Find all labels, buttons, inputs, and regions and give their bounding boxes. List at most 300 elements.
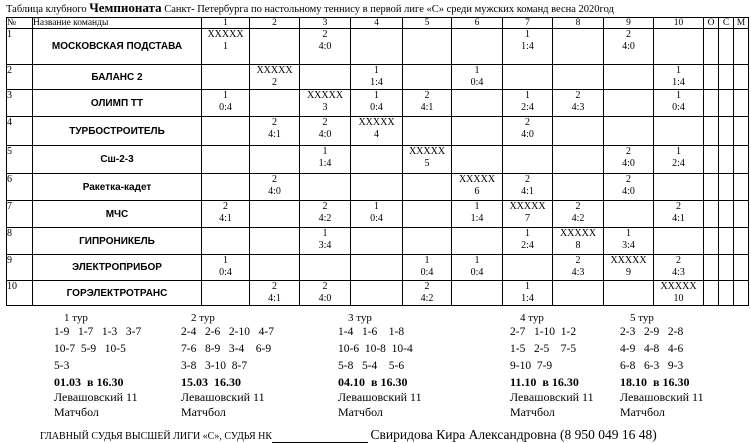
team-number: 9 xyxy=(7,255,33,281)
match-score: 0:4 xyxy=(672,102,685,113)
team-number: 4 xyxy=(7,117,33,146)
table-row xyxy=(7,117,749,146)
summary-cell xyxy=(719,90,734,117)
self-match-cell xyxy=(452,174,503,201)
tour-pairs: 9-10 7-9 xyxy=(510,360,553,372)
match-points: 2 xyxy=(322,281,328,292)
match-points: 2 xyxy=(424,90,430,101)
tour-block xyxy=(620,312,704,420)
match-points: XXXXX xyxy=(610,255,647,266)
match-cell xyxy=(351,29,403,65)
tour-pairs: 5-8 5-4 5-6 xyxy=(338,360,405,372)
match-cell xyxy=(452,255,503,281)
match-score: 4:3 xyxy=(672,267,685,278)
tour-block xyxy=(54,312,141,420)
match-cell xyxy=(300,201,351,228)
match-score: 2 xyxy=(272,77,277,88)
summary-cell xyxy=(704,228,719,255)
summary-cell xyxy=(734,146,749,174)
team-number: 5 xyxy=(7,146,33,174)
tour-pairs: 1-5 2-5 7-5 xyxy=(510,343,577,355)
match-cell xyxy=(351,255,403,281)
summary-cell xyxy=(719,29,734,65)
match-score: 4:0 xyxy=(318,41,332,52)
self-match-cell xyxy=(351,117,403,146)
match-score: 4:2 xyxy=(420,293,434,304)
tour-club: Матчбол xyxy=(338,405,383,419)
tour-block xyxy=(338,312,422,420)
team-name: ОЛИМП ТТ xyxy=(33,90,202,117)
match-cell xyxy=(654,255,704,281)
header-col: 5 xyxy=(403,18,452,29)
match-points: 1 xyxy=(626,228,631,239)
team-name: ЭЛЕКТРОПРИБОР xyxy=(33,255,202,281)
match-score: 4:1 xyxy=(521,186,534,197)
match-points: XXXXX xyxy=(256,65,293,76)
match-points: 1 xyxy=(525,90,530,101)
footer-label: ГЛАВНЫЙ СУДЬЯ ВЫСШЕЙ ЛИГИ «С», СУДЬЯ НК xyxy=(40,431,273,442)
tour-pairs: 1-4 1-6 1-8 xyxy=(338,326,405,338)
match-score: 5 xyxy=(424,158,430,169)
table-header-row xyxy=(7,18,749,29)
match-points: 2 xyxy=(525,117,530,128)
match-score: 0:4 xyxy=(420,267,434,278)
match-points: 2 xyxy=(272,281,277,292)
match-points: 1 xyxy=(474,65,480,76)
team-name: БАЛАНС 2 xyxy=(33,65,202,90)
match-points: XXXXX xyxy=(559,228,597,239)
match-score: 0:4 xyxy=(219,102,232,113)
tour-date: 15.03 16.30 xyxy=(181,375,241,389)
match-cell xyxy=(202,146,250,174)
match-points: 1 xyxy=(676,90,681,101)
self-match-cell xyxy=(654,281,704,306)
match-score: 3:4 xyxy=(622,240,635,251)
match-cell xyxy=(654,90,704,117)
match-points: 2 xyxy=(575,255,581,266)
match-points: 2 xyxy=(676,201,681,212)
summary-cell xyxy=(719,117,734,146)
match-cell xyxy=(300,117,351,146)
summary-cell xyxy=(734,174,749,201)
match-cell xyxy=(553,117,604,146)
header-col: 1 xyxy=(202,18,250,29)
match-cell xyxy=(452,29,503,65)
team-number: 2 xyxy=(7,65,33,90)
match-points: XXXXX xyxy=(509,201,546,212)
team-name: ГИПРОНИКЕЛЬ xyxy=(33,228,202,255)
header-col: 10 xyxy=(654,18,704,29)
match-cell xyxy=(250,174,300,201)
match-points: 2 xyxy=(322,201,328,212)
match-points: 1 xyxy=(525,228,530,239)
team-name: Сш-2-3 xyxy=(33,146,202,174)
team-name: ГОРЭЛЕКТРОТРАНС xyxy=(33,281,202,306)
match-cell xyxy=(300,174,351,201)
match-cell xyxy=(202,228,250,255)
match-points: 1 xyxy=(676,65,681,76)
match-cell xyxy=(250,146,300,174)
team-number: 10 xyxy=(7,281,33,306)
tour-venue: Левашовский 11 xyxy=(54,390,138,404)
footer xyxy=(40,427,657,443)
match-cell xyxy=(300,228,351,255)
match-points: XXXXX xyxy=(408,146,446,157)
match-points: XXXXX xyxy=(358,117,395,128)
tour-club: Матчбол xyxy=(510,405,555,419)
match-cell xyxy=(250,255,300,281)
match-cell xyxy=(300,281,351,306)
match-cell xyxy=(351,201,403,228)
match-cell xyxy=(553,281,604,306)
match-cell xyxy=(250,228,300,255)
tour-pairs: 2-4 2-6 2-10 4-7 xyxy=(181,326,274,338)
match-cell xyxy=(202,90,250,117)
match-points: 2 xyxy=(272,117,277,128)
match-points: 1 xyxy=(223,90,228,101)
match-cell xyxy=(503,90,553,117)
match-points: 1 xyxy=(676,146,681,157)
summary-cell xyxy=(704,29,719,65)
summary-cell xyxy=(734,117,749,146)
judge-name: Свиридова Кира Александровна (8 950 049 16 48) xyxy=(370,427,657,442)
match-score: 4:3 xyxy=(571,102,585,113)
match-cell xyxy=(250,281,300,306)
summary-cell xyxy=(704,65,719,90)
match-points: 1 xyxy=(525,29,530,40)
header-col: 3 xyxy=(300,18,351,29)
match-points: 1 xyxy=(374,201,379,212)
match-cell xyxy=(202,65,250,90)
match-cell xyxy=(300,29,351,65)
tour-venue: Левашовский 11 xyxy=(620,390,704,404)
header-m: М xyxy=(734,18,749,29)
match-score: 4:1 xyxy=(268,293,281,304)
match-score: 1 xyxy=(223,41,228,52)
header-col: 2 xyxy=(250,18,300,29)
match-cell xyxy=(654,29,704,65)
match-score: 0:4 xyxy=(370,213,383,224)
match-cell xyxy=(604,201,654,228)
team-name: МОСКОВСКАЯ ПОДСТАВА xyxy=(33,29,202,65)
match-cell xyxy=(250,117,300,146)
summary-cell xyxy=(734,281,749,306)
match-cell xyxy=(403,255,452,281)
match-points: 1 xyxy=(474,201,480,212)
tour-club: Матчбол xyxy=(181,405,226,419)
match-points: 2 xyxy=(626,146,631,157)
match-cell xyxy=(604,29,654,65)
summary-cell xyxy=(719,255,734,281)
match-cell xyxy=(351,228,403,255)
header-col: 6 xyxy=(452,18,503,29)
summary-cell xyxy=(719,146,734,174)
match-cell xyxy=(604,65,654,90)
match-score: 1:4 xyxy=(470,213,484,224)
summary-cell xyxy=(704,117,719,146)
match-points: 1 xyxy=(322,228,328,239)
match-points: XXXXX xyxy=(458,174,496,185)
match-score: 2:4 xyxy=(521,102,534,113)
match-cell xyxy=(604,228,654,255)
match-cell xyxy=(503,174,553,201)
team-name: ТУРБОСТРОИТЕЛЬ xyxy=(33,117,202,146)
tour-title: 5 тур xyxy=(630,312,654,324)
match-cell xyxy=(553,201,604,228)
match-points: 2 xyxy=(525,174,530,185)
match-cell xyxy=(553,255,604,281)
match-cell xyxy=(654,117,704,146)
summary-cell xyxy=(704,201,719,228)
tour-club: Матчбол xyxy=(54,405,99,419)
match-cell xyxy=(202,174,250,201)
match-cell xyxy=(604,90,654,117)
match-points: 1 xyxy=(223,255,228,266)
match-score: 1:4 xyxy=(521,293,534,304)
match-score: 4:0 xyxy=(622,41,635,52)
table-row xyxy=(7,228,749,255)
match-points: 2 xyxy=(322,117,328,128)
summary-cell xyxy=(719,201,734,228)
match-score: 4:0 xyxy=(622,186,635,197)
match-cell xyxy=(403,117,452,146)
match-cell xyxy=(452,281,503,306)
tour-venue: Левашовский 11 xyxy=(181,390,265,404)
match-points: 1 xyxy=(322,146,328,157)
match-cell xyxy=(202,117,250,146)
summary-cell xyxy=(704,281,719,306)
match-points: 2 xyxy=(575,90,581,101)
match-points: 1 xyxy=(474,255,480,266)
tour-pairs: 4-9 4-8 4-6 xyxy=(620,343,684,355)
table-row xyxy=(7,255,749,281)
match-cell xyxy=(202,201,250,228)
match-cell xyxy=(604,117,654,146)
match-points: 1 xyxy=(424,255,430,266)
match-cell xyxy=(300,146,351,174)
title-suffix: Санкт- Петербурга по настольному теннису в первой лиге «С» среди мужских команд весна 2020год xyxy=(164,4,614,15)
match-score: 4:1 xyxy=(219,213,232,224)
match-points: 2 xyxy=(424,281,430,292)
self-match-cell xyxy=(503,201,553,228)
tour-pairs: 7-6 8-9 3-4 6-9 xyxy=(181,343,272,355)
standings-table xyxy=(6,17,749,306)
match-cell xyxy=(403,90,452,117)
match-score: 4:1 xyxy=(268,129,281,140)
match-cell xyxy=(452,90,503,117)
self-match-cell xyxy=(300,90,351,117)
match-score: 4:0 xyxy=(318,293,332,304)
match-score: 8 xyxy=(575,240,581,251)
match-score: 1:4 xyxy=(521,41,534,52)
match-cell xyxy=(250,29,300,65)
summary-cell xyxy=(734,65,749,90)
match-score: 4:0 xyxy=(521,129,534,140)
match-cell xyxy=(604,174,654,201)
team-name: Ракетка-кадет xyxy=(33,174,202,201)
match-points: 2 xyxy=(223,201,228,212)
match-cell xyxy=(503,146,553,174)
match-cell xyxy=(250,90,300,117)
summary-cell xyxy=(734,29,749,65)
match-cell xyxy=(654,201,704,228)
summary-cell xyxy=(719,281,734,306)
match-cell xyxy=(553,29,604,65)
title-bold: Чемпионата xyxy=(89,0,162,15)
summary-cell xyxy=(734,255,749,281)
match-score: 7 xyxy=(525,213,530,224)
table-row xyxy=(7,281,749,306)
match-points: 2 xyxy=(575,201,581,212)
match-points: 1 xyxy=(525,281,530,292)
match-points: 2 xyxy=(322,29,328,40)
tour-pairs: 10-6 10-8 10-4 xyxy=(338,343,413,355)
summary-cell xyxy=(734,90,749,117)
self-match-cell xyxy=(250,65,300,90)
match-score: 0:4 xyxy=(470,77,484,88)
match-points: XXXXX xyxy=(306,90,344,101)
match-score: 4 xyxy=(374,129,379,140)
header-team: Название команды xyxy=(33,18,202,29)
match-score: 2:4 xyxy=(672,158,685,169)
summary-cell xyxy=(734,201,749,228)
match-cell xyxy=(403,201,452,228)
match-cell xyxy=(403,174,452,201)
tour-pairs: 2-7 1-10 1-2 xyxy=(510,326,577,338)
match-cell xyxy=(553,146,604,174)
tour-block xyxy=(181,312,274,420)
match-cell xyxy=(503,117,553,146)
tour-title: 3 тур xyxy=(348,312,372,324)
tour-pairs: 6-8 6-3 9-3 xyxy=(620,360,684,372)
tour-date: 01.03 в 16.30 xyxy=(54,375,124,389)
match-cell xyxy=(553,90,604,117)
self-match-cell xyxy=(553,228,604,255)
header-col: 9 xyxy=(604,18,654,29)
match-cell xyxy=(351,281,403,306)
match-cell xyxy=(452,228,503,255)
summary-cell xyxy=(719,174,734,201)
header-col: 8 xyxy=(553,18,604,29)
match-cell xyxy=(250,201,300,228)
self-match-cell xyxy=(202,29,250,65)
match-points: 2 xyxy=(626,174,631,185)
match-points: 2 xyxy=(272,174,277,185)
team-number: 6 xyxy=(7,174,33,201)
match-cell xyxy=(604,146,654,174)
match-score: 4:2 xyxy=(318,213,332,224)
table-row xyxy=(7,201,749,228)
team-name: МЧС xyxy=(33,201,202,228)
summary-cell xyxy=(704,174,719,201)
match-points: 2 xyxy=(676,255,681,266)
match-points: 2 xyxy=(626,29,631,40)
match-cell xyxy=(452,201,503,228)
header-col: 4 xyxy=(351,18,403,29)
match-cell xyxy=(351,146,403,174)
match-cell xyxy=(503,29,553,65)
tour-date: 04.10 в 16.30 xyxy=(338,375,408,389)
match-points: XXXXX xyxy=(207,29,244,40)
match-cell xyxy=(300,255,351,281)
match-score: 6 xyxy=(474,186,480,197)
match-score: 4:1 xyxy=(672,213,685,224)
match-cell xyxy=(553,174,604,201)
match-cell xyxy=(351,65,403,90)
table-row xyxy=(7,29,749,65)
table-row xyxy=(7,65,749,90)
header-col: 7 xyxy=(503,18,553,29)
team-number: 1 xyxy=(7,29,33,65)
match-cell xyxy=(403,281,452,306)
match-score: 9 xyxy=(626,267,631,278)
match-cell xyxy=(503,65,553,90)
team-number: 7 xyxy=(7,201,33,228)
match-score: 0:4 xyxy=(470,267,484,278)
match-cell xyxy=(202,281,250,306)
match-cell xyxy=(202,255,250,281)
tour-date: 11.10 в 16.30 xyxy=(510,375,579,389)
page-title xyxy=(6,1,614,17)
match-points: 1 xyxy=(374,90,379,101)
header-s: С xyxy=(719,18,734,29)
header-num: № xyxy=(7,18,33,29)
match-cell xyxy=(503,228,553,255)
summary-cell xyxy=(704,146,719,174)
match-cell xyxy=(351,174,403,201)
match-score: 0:4 xyxy=(219,267,232,278)
match-cell xyxy=(654,146,704,174)
self-match-cell xyxy=(604,255,654,281)
match-points: XXXXX xyxy=(660,281,697,292)
match-cell xyxy=(403,65,452,90)
title-prefix: Таблица клубного xyxy=(6,4,87,15)
match-cell xyxy=(654,228,704,255)
summary-cell xyxy=(719,228,734,255)
match-score: 4:0 xyxy=(268,186,281,197)
match-score: 4:0 xyxy=(622,158,635,169)
match-cell xyxy=(452,117,503,146)
match-score: 0:4 xyxy=(370,102,383,113)
tour-title: 2 тур xyxy=(191,312,215,324)
summary-cell xyxy=(734,228,749,255)
match-cell xyxy=(553,65,604,90)
match-points: 1 xyxy=(374,65,379,76)
signature-line xyxy=(272,432,368,443)
tour-block xyxy=(510,312,594,420)
match-cell xyxy=(403,29,452,65)
match-cell xyxy=(604,281,654,306)
match-score: 10 xyxy=(673,293,684,304)
match-score: 3 xyxy=(322,102,328,113)
match-score: 1:4 xyxy=(672,77,685,88)
match-score: 3:4 xyxy=(318,240,332,251)
table-row xyxy=(7,174,749,201)
tour-venue: Левашовский 11 xyxy=(338,390,422,404)
tour-pairs: 10-7 5-9 10-5 xyxy=(54,343,126,355)
table-row xyxy=(7,90,749,117)
tour-pairs: 1-9 1-7 1-3 3-7 xyxy=(54,326,142,338)
match-cell xyxy=(452,146,503,174)
match-score: 4:0 xyxy=(318,129,332,140)
match-cell xyxy=(503,255,553,281)
match-score: 1:4 xyxy=(318,158,332,169)
summary-cell xyxy=(704,255,719,281)
self-match-cell xyxy=(403,146,452,174)
match-cell xyxy=(452,65,503,90)
summary-cell xyxy=(719,65,734,90)
tour-pairs: 2-3 2-9 2-8 xyxy=(620,326,684,338)
